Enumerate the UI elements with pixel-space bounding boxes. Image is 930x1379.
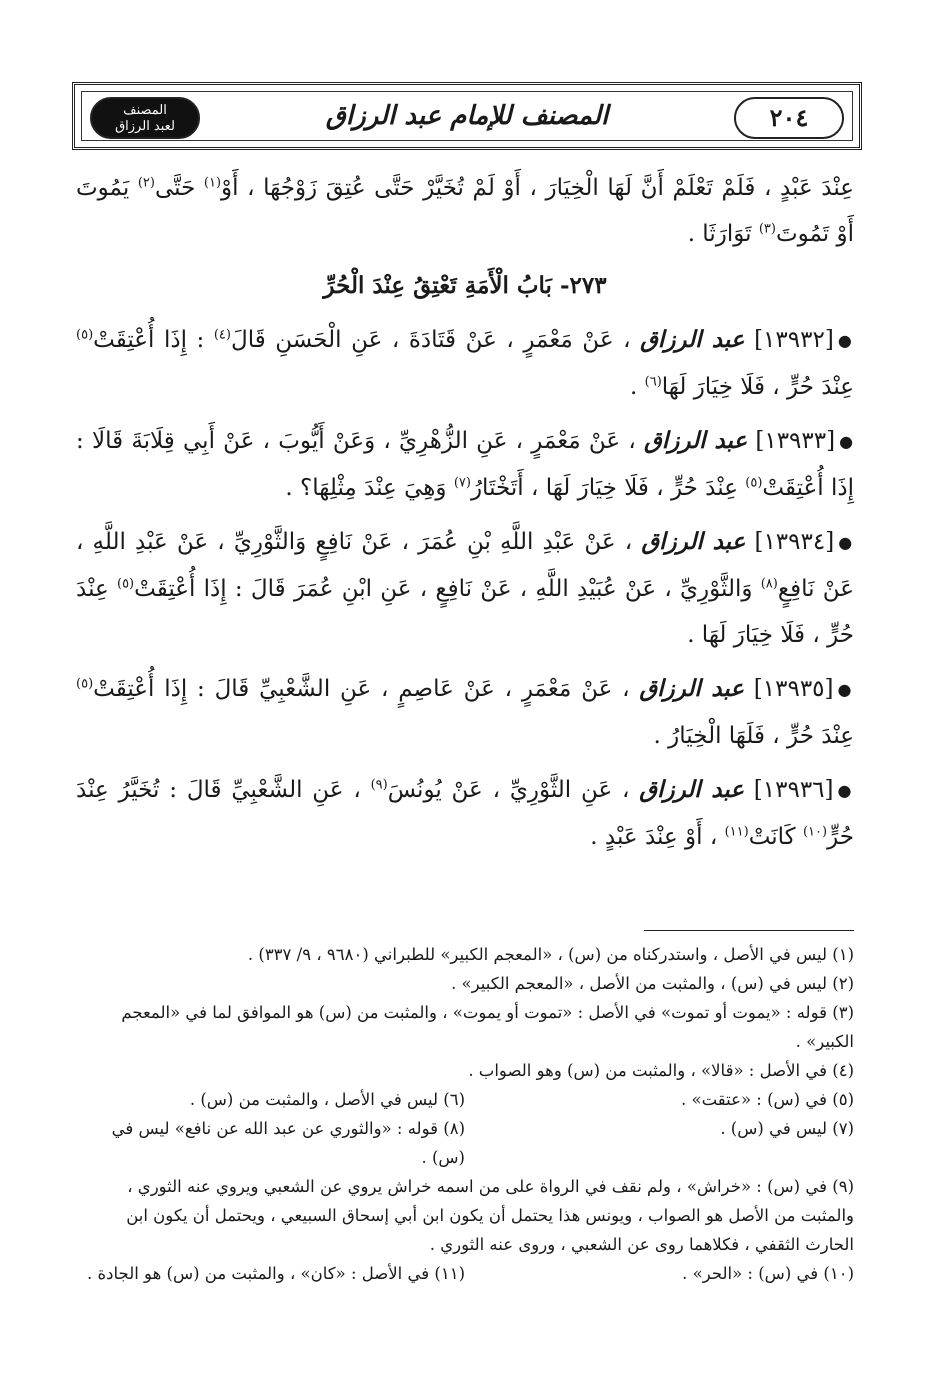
- entry-number: [١٣٩٣٣]: [755, 428, 836, 454]
- footnote-ref: (٧): [453, 475, 471, 491]
- continuation-paragraph: [76, 165, 854, 257]
- entry-text: ، عَنْ مَعْمَرٍ ، عَنْ عَاصِمٍ ، عَنِ الشَّعْبِيِّ قَالَ : إِذَا أُعْتِقَتْ: [93, 676, 640, 702]
- entry-text: ، عَنِ الثَّوْرِيِّ ، عَنْ يُونُسَ: [387, 777, 640, 803]
- entry-text: ، أَوْ عِنْدَ عَبْدٍ .: [590, 824, 725, 850]
- footnote: (١٠) في (س) : «الحر» .: [682, 1264, 854, 1283]
- entry-number: [١٣٩٣٤]: [754, 529, 835, 555]
- entry-text: عِنْدَ حُرٍّ ، فَلَهَا الْخِيَارُ .: [653, 723, 854, 749]
- entry-number: [١٣٩٣٥]: [753, 676, 834, 702]
- footnote: (٤) في الأصل : «قالا» ، والمثبت من (س) وهو الصواب .: [468, 1061, 854, 1080]
- hadith-entry: [76, 317, 854, 410]
- footnote: (٨) قوله : «والثوري عن عبد الله عن نافع» ليس في (س) .: [111, 1119, 465, 1167]
- entry-text: عِنْدَ حُرٍّ ، فَلَا خِيَارَ لَهَا: [661, 374, 854, 400]
- entry-text: وَهِيَ عِنْدَ مِثْلِهَا؟ .: [285, 475, 454, 501]
- footnote: (١) ليس في الأصل ، واستدركناه من (س) ، «المعجم الكبير» للطبراني (٩٦٨٠ ، ٩/ ٣٣٧) .: [247, 945, 854, 964]
- main-text: [76, 165, 854, 868]
- footnote: (١١) في الأصل : «كان» ، والمثبت من (س) هو الجادة .: [87, 1264, 465, 1283]
- entry-text: ، عَنْ مَعْمَرٍ ، عَنْ قَتَادَةَ ، عَنِ الْحَسَنِ قَالَ: [230, 327, 641, 353]
- footnote: (٢) ليس في (س) ، والمثبت من الأصل ، «المعجم الكبير» .: [451, 974, 854, 993]
- bullet-icon: ●: [837, 781, 854, 800]
- entry-text: ، عَنِ الشَّعْبِيِّ قَالَ : تُخَيَّرُ عِنْدَ حُرٍّ: [76, 777, 854, 850]
- entry-author: عبد الرزاق: [639, 776, 744, 803]
- book-logo: [90, 97, 200, 139]
- entry-author: عبد الرزاق: [641, 528, 746, 555]
- footnote-ref: (٨): [760, 576, 778, 592]
- footnote-ref: (١١): [724, 824, 749, 840]
- page-header: [72, 82, 862, 150]
- entry-text: عِنْدَ حُرٍّ ، فَلَا خِيَارَ لَهَا ، أَتَخْتَارُ: [470, 475, 746, 501]
- page-number: ٢٠٤: [734, 97, 844, 139]
- entry-author: عبد الرزاق: [640, 326, 745, 353]
- footnote-ref: (٣): [758, 221, 776, 237]
- running-title: المصنف للإمام عبد الرزاق: [325, 101, 609, 131]
- chapter-heading: ٢٧٣- بَابُ الْأَمَةِ تَعْتِقُ عِنْدَ الْحُرِّ: [323, 272, 607, 299]
- hadith-entry: [76, 418, 854, 511]
- footnote-ref: (١): [203, 175, 222, 191]
- hadith-entry: [76, 767, 854, 860]
- entry-text: .: [630, 374, 645, 400]
- footnote-row: [76, 1259, 854, 1288]
- footnote: (٦) ليس في الأصل ، والمثبت من (س) .: [189, 1090, 465, 1109]
- footnotes: [76, 940, 854, 1288]
- footnote-ref: (٩): [370, 777, 388, 793]
- header-inner-frame: [81, 91, 853, 141]
- bullet-icon: ●: [839, 432, 854, 451]
- continuation-text: يَمُوتَ أَوْ تَمُوتَ: [76, 175, 854, 247]
- entry-text: ، عَنْ عَبْدِ اللَّهِ بْنِ عُمَرَ ، عَنْ نَافِعٍ وَالثَّوْرِيِّ ، عَنْ عَبْدِ اللَّهِ ، عَنْ نَافِعٍ: [76, 529, 854, 602]
- footnote-ref: (٥): [76, 327, 94, 343]
- continuation-text: حَتَّى: [154, 175, 204, 201]
- entry-text: وَالثَّوْرِيِّ ، عَنْ عُبَيْدِ اللَّهِ ، عَنْ نَافِعٍ ، عَنِ ابْنِ عُمَرَ قَالَ : إِذَا أُعْتِقَتْ: [134, 576, 761, 602]
- footnote-ref: (٦): [644, 374, 662, 390]
- logo-line-1: المصنف: [123, 103, 167, 118]
- footnote-divider: [644, 930, 854, 931]
- entry-author: عبد الرزاق: [639, 675, 744, 702]
- entry-text: : إِذَا أُعْتِقَتْ: [93, 327, 214, 353]
- bullet-icon: ●: [837, 331, 855, 350]
- hadith-entry: [76, 666, 854, 759]
- bullet-icon: ●: [838, 533, 855, 552]
- footnote-ref: (٥): [76, 676, 94, 692]
- entry-text: ، عَنْ مَعْمَرٍ ، عَنِ الزُّهْرِيِّ ، وَعَنْ أَيُّوبَ ، عَنْ أَبِي قِلَابَةَ قَالَا : إِذَا أُعْتِقَتْ: [76, 428, 854, 501]
- footnote-ref: (٥): [745, 475, 763, 491]
- footnote: (٧) ليس في (س) .: [720, 1119, 854, 1138]
- footnote: (٩) في (س) : «خراش» ، ولم نقف في الرواة على من اسمه خراش يروي عن الشعبي ويروي عنه الثوري ، والمثبت من الأصل هو الصواب ، ويونس هذا يحتمل أن يكون ابن أبي إسحاق السبيعي ، ويحتمل أن يكون ابن الحارث الثقفي ، فكلاهما روى عن الشعبي ، وروى عنه الثوري .: [126, 1177, 854, 1254]
- footnote: (٥) في (س) : «عتقت» .: [681, 1090, 854, 1109]
- footnote: (٣) قوله : «يموت أو تموت» في الأصل : «تموت أو يموت» ، والمثبت من (س) هو الموافق لما في «المعجم الكبير» .: [121, 1003, 854, 1051]
- entry-number: [١٣٩٣٦]: [753, 777, 834, 803]
- footnote-ref: (٢): [137, 175, 155, 191]
- entry-text: كَانَتْ: [748, 824, 803, 850]
- logo-line-2: لعبد الرزاق: [115, 119, 175, 134]
- continuation-text: عِنْدَ عَبْدٍ ، فَلَمْ تَعْلَمْ أَنَّ لَهَا الْخِيَارَ ، أَوْ لَمْ تُخَيَّرْ حَتَّى عُتِقَ زَوْجُهَا ، أَوْ: [221, 175, 855, 201]
- footnote-row: [76, 1114, 854, 1172]
- footnote-ref: (١٠): [802, 824, 828, 840]
- entry-number: [١٣٩٣٢]: [754, 327, 834, 353]
- footnote-row: [76, 1085, 854, 1114]
- continuation-text: تَوَارَثَا .: [687, 221, 759, 247]
- bullet-icon: ●: [837, 680, 854, 699]
- hadith-entry: [76, 519, 854, 658]
- footnote-ref: (٥): [116, 576, 135, 592]
- entry-text: عِنْدَ حُرٍّ ، فَلَا خِيَارَ لَهَا .: [76, 576, 854, 648]
- entry-author: عبد الرزاق: [644, 427, 748, 454]
- footnote-ref: (٤): [213, 327, 231, 343]
